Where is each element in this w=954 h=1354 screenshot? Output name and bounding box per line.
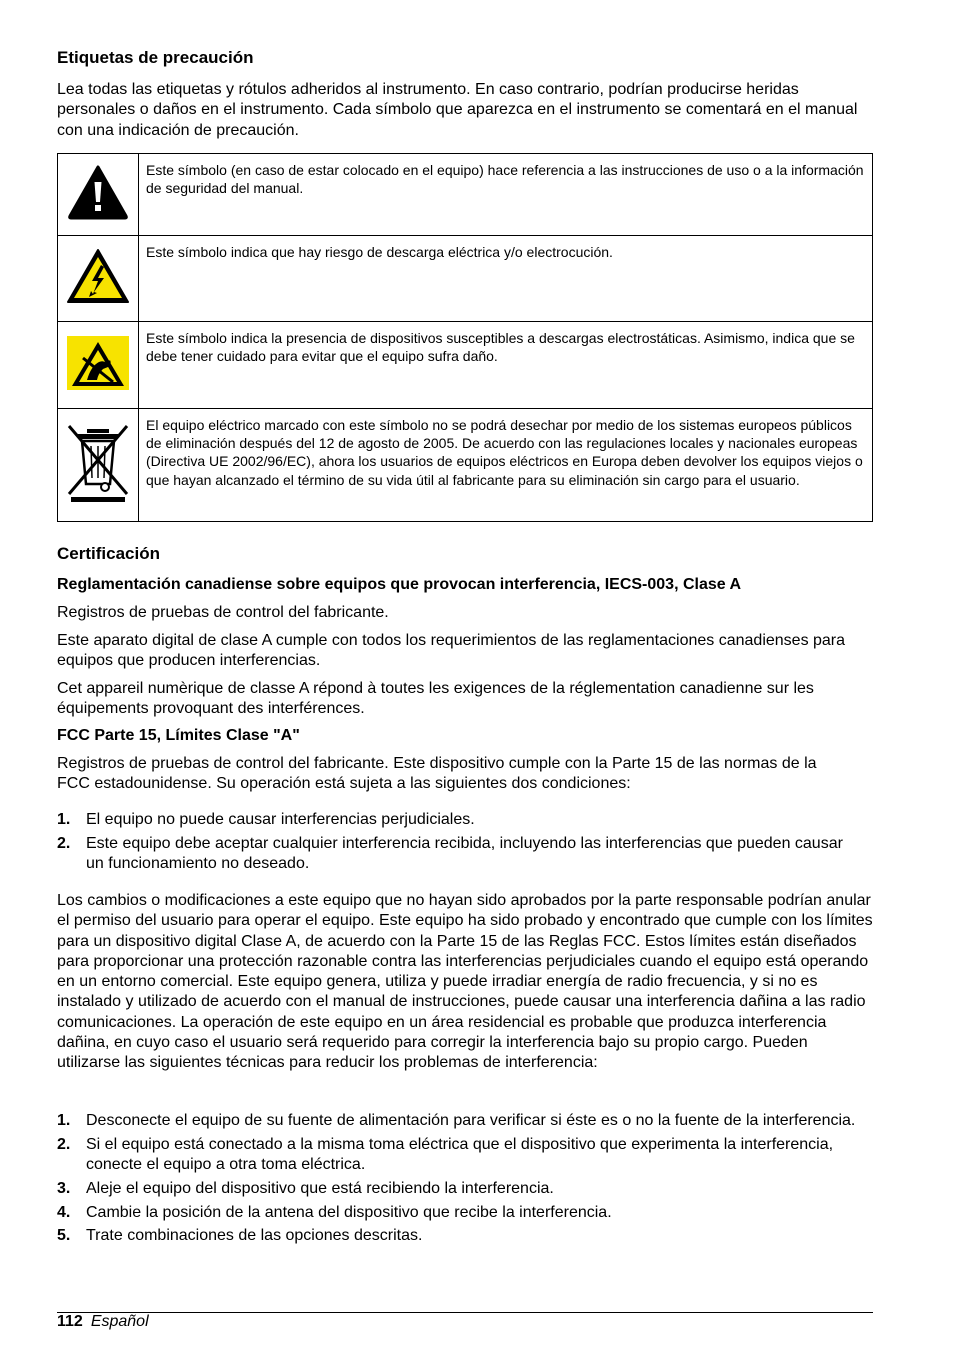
page-footer [57,1313,149,1331]
symbol-row [58,409,873,522]
footer-divider [57,1312,873,1313]
list-item [57,810,857,830]
symbol-icon-cell [58,154,139,236]
symbol-row [58,322,873,409]
symbol-row [58,236,873,322]
fcc-heading: FCC Parte 15, Límites Clase "A" [57,727,300,744]
list-number: 1. [57,811,71,828]
techniques-list [57,1111,857,1250]
conditions-list [57,810,857,878]
warning-triangle-icon [67,164,129,220]
weee-crossed-bin-icon [65,422,131,504]
list-number: 5. [57,1227,71,1245]
symbol-description: Este símbolo indica la presencia de dispositivos susceptibles a descargas electrostáticas. Asimismo, indica que se debe tener cuidado para evitar que el equipo sufra daño. [139,322,873,409]
esd-icon [67,336,129,390]
footer-language: Español [90,1313,149,1330]
electric-shock-icon [66,248,130,304]
list-item [57,1111,857,1131]
canada-paragraph: Registros de pruebas de control del fabricante. [57,604,389,621]
list-item [57,1135,857,1176]
certification-heading: Certificación [57,544,160,563]
symbol-description: El equipo eléctrico marcado con este símbolo no se podrá desechar por medio de los sistemas europeos públicos de eliminación después del 12 de agosto de 2005. De acuerdo con las regulaciones locales y nacionales europeas (Directiva UE 2002/96/EC), ahora los usuarios de equipos eléctricos en Europa deben devolver los equipos viejos o que hayan alcanzado el término de su vida útil al fabricante para su eliminación sin cargo para el usuario. [139,409,873,522]
list-item [57,1226,857,1246]
list-item [57,1179,857,1199]
canada-paragraph-french: Cet appareil numèrique de classe A répond à toutes les exigences de la réglementation canadienne sur les équipements provoquant des interférences. [57,680,814,718]
list-text: Desconecte el equipo de su fuente de alimentación para verificar si éste es o no la fuente de la interferencia. [86,1112,856,1129]
symbols-table [57,153,873,522]
symbol-icon-cell [58,236,139,322]
page-number: 112 [57,1313,83,1330]
list-text: Cambie la posición de la antena del dispositivo que recibe la interferencia. [86,1203,612,1221]
list-item [57,1203,857,1223]
caution-intro-paragraph: Lea todas las etiquetas y rótulos adheridos al instrumento. En caso contrario, podrían producirse heridas personales o daños en el instrumento. Cada símbolo que aparezca en el instrumento se comentará en el manual con una indicación de precaución. [57,81,858,139]
caution-labels-heading: Etiquetas de precaución [57,48,254,67]
list-number: 2. [57,1135,71,1153]
fcc-paragraph: Registros de pruebas de control del fabricante. Este dispositivo cumple con la Parte 15 de las normas de la FCC estadounidense. Su operación está sujeta a las siguientes dos condiciones: [57,755,817,793]
list-text: Si el equipo está conectado a la misma toma eléctrica que el dispositivo que experimenta la interferencia, conecte el equipo a otra toma eléctrica. [86,1135,834,1174]
list-number: 3. [57,1179,71,1197]
list-text: El equipo no puede causar interferencias perjudiciales. [86,811,475,828]
list-text: Trate combinaciones de las opciones descritas. [86,1227,423,1245]
list-item [57,834,857,875]
changes-paragraph: Los cambios o modificaciones a este equipo que no hayan sido aprobados por la parte responsable podrían anular el permiso del usuario para operar el equipo. Este equipo ha sido probado y encontrado que cumple con los límites para un dispositivo digital Clase A, de acuerdo con la Parte 15 de las Reglas FCC. Estos límites están diseñados para proporcionar una protección razonable contra las interferencias perjudiciales cuando el equipo está operando en un entorno comercial. Este equipo genera, utiliza y puede irradiar energía de radio frecuencia, y si no es instalado y utilizado de acuerdo con el manual de instrucciones, puede causar una interferencia dañina a las radio comunicaciones. La operación de este equipo en un área residencial es probable que produzca interferencia dañina, en cuyo caso el usuario será requerido para corregir la interferencia bajo su propio cargo. Pueden utilizarse las siguientes técnicas para reducir los problemas de interferencia: [57,892,873,1072]
list-number: 4. [57,1203,71,1221]
symbol-description: Este símbolo (en caso de estar colocado en el equipo) hace referencia a las instrucciones de uso o a la información de seguridad del manual. [139,154,873,236]
list-text: Aleje el equipo del dispositivo que está recibiendo la interferencia. [86,1179,554,1197]
symbol-row [58,154,873,236]
canada-regulation-heading: Reglamentación canadiense sobre equipos que provocan interferencia, IECS-003, Clase A [57,576,742,593]
list-text: Este equipo debe aceptar cualquier interferencia recibida, incluyendo las interferencias que pueden causar un funcionamiento no deseado. [86,834,843,873]
symbol-icon-cell [58,409,139,522]
symbol-icon-cell [58,322,139,409]
canada-paragraph: Este aparato digital de clase A cumple con todos los requerimientos de las reglamentaciones canadienses para equipos que producen interferencias. [57,632,846,670]
symbol-description: Este símbolo indica que hay riesgo de descarga eléctrica y/o electrocución. [139,236,873,322]
list-number: 2. [57,834,71,852]
list-number: 1. [57,1112,71,1129]
